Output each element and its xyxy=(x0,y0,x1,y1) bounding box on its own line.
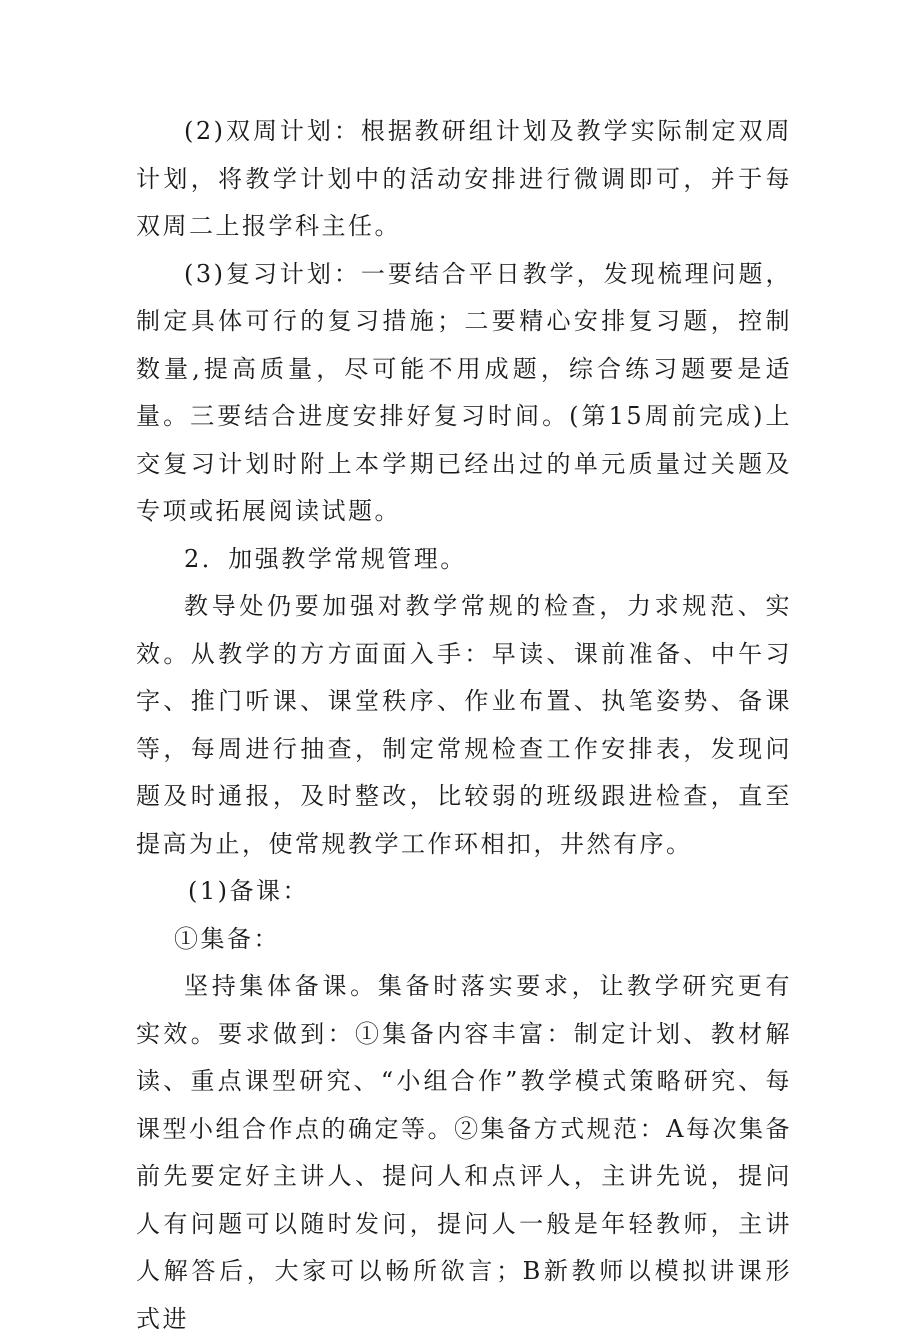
paragraph-biweekly-plan: (2)双周计划：根据教研组计划及教学实际制定双周计划，将教学计划中的活动安排进行微调即可，并于每双周二上报学科主任。 xyxy=(136,117,792,240)
paragraph-routine-inspection: 教导处仍要加强对教学常规的检查，力求规范、实效。从教学的方方面面入手：早读、课前准备、中午习字、推门听课、课堂秩序、作业布置、执笔姿势、备课等，每周进行抽查，制定常规检查工作安排表，发现问题及时通报，及时整改，比较弱的班级跟进检查，直至提高为止，使常规教学工作环相扣，井然有序。 xyxy=(136,592,792,858)
subheading-collective-prep: ①集备： xyxy=(174,924,280,953)
subheading-lesson-prep: (1)备课： xyxy=(188,877,309,905)
document-body xyxy=(136,108,792,1343)
paragraph-collective-prep: 坚持集体备课。集备时落实要求，让教学研究更有实效。要求做到：①集备内容丰富：制定计划、教材解读、重点课型研究、“小组合作”教学模式策略研究、每课型小组合作点的确定等。②集备方式规范：A每次集备前先要定好主讲人、提问人和点评人，主讲先说，提问人有问题可以随时发问，提问人一般是年轻教师，主讲人解答后，大家可以畅所欲言；B新教师以模拟讲课形式进 xyxy=(136,972,792,1333)
section-heading-routine-management: 2．加强教学常规管理。 xyxy=(184,544,467,573)
paragraph-review-plan: (3)复习计划：一要结合平日教学，发现梳理问题，制定具体可行的复习措施；二要精心安排复习题，控制数量,提高质量，尽可能不用成题，综合练习题要是适量。三要结合进度安排好复习时间。(第15周前完成)上交复习计划时附上本学期已经出过的单元质量过关题及专项或拓展阅读试题。 xyxy=(136,259,792,525)
